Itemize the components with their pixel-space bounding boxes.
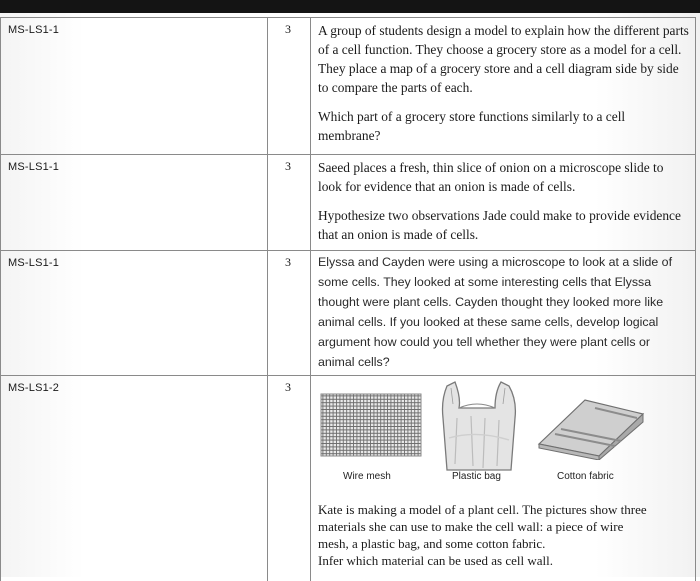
question-prompt: Which part of a grocery store functions similarly to a cell membrane? xyxy=(318,107,689,145)
question-cell xyxy=(311,376,696,581)
material-label: Plastic bag xyxy=(452,471,501,482)
question-text-line: Kate is making a model of a plant cell. The pictures show three xyxy=(318,501,689,518)
question-cell xyxy=(311,155,696,251)
standard-code: MS-LS1-1 xyxy=(1,18,267,36)
standard-code: MS-LS1-1 xyxy=(1,251,267,269)
table-row xyxy=(1,155,696,251)
materials-figure xyxy=(311,384,695,484)
worksheet-page xyxy=(0,13,700,577)
question-text: Elyssa and Cayden were using a microscope to look at a slide of some cells. They looked at some interesting cells that Elyssa thought were plant cells. Cayden thought they looked more like animal cells. If you looked at these same cells, develop logical argument how could you tell whether they were plant cells or animal cells? xyxy=(318,252,689,372)
top-dark-bar xyxy=(0,0,700,13)
table-row xyxy=(1,376,696,581)
table-row xyxy=(1,251,696,376)
question-text-line: mesh, a plastic bag, and some cotton fabric. xyxy=(318,535,689,552)
question-cell xyxy=(311,18,696,155)
points-cell xyxy=(268,376,311,581)
standard-cell xyxy=(1,18,268,155)
material-label: Cotton fabric xyxy=(557,471,614,482)
question-text-line: materials she can use to make the cell wall: a piece of wire xyxy=(318,518,689,535)
question-table xyxy=(0,17,696,581)
points-cell xyxy=(268,155,311,251)
question-prompt: Infer which material can be used as cell wall. xyxy=(318,552,689,569)
standard-cell xyxy=(1,376,268,581)
points-value: 3 xyxy=(268,18,310,37)
points-value: 3 xyxy=(268,376,310,395)
wire-mesh-image xyxy=(319,392,423,463)
table-row xyxy=(1,18,696,155)
points-cell xyxy=(268,251,311,376)
plastic-bag-image xyxy=(437,378,521,477)
question-text: A group of students design a model to explain how the different parts of a cell function. They choose a grocery store as a model for a cell. They place a map of a grocery store and a cell diagram side by side to compare the parts of each. xyxy=(318,21,689,97)
standard-code: MS-LS1-2 xyxy=(1,376,267,394)
question-text: Saeed places a fresh, thin slice of onion on a microscope slide to look for evidence that an onion is made of cells. xyxy=(318,158,689,196)
points-value: 3 xyxy=(268,155,310,174)
question-prompt: Hypothesize two observations Jade could make to provide evidence that an onion is made of cells. xyxy=(318,206,689,244)
cotton-fabric-image xyxy=(535,394,647,465)
material-label: Wire mesh xyxy=(343,471,391,482)
points-value: 3 xyxy=(268,251,310,270)
standard-cell xyxy=(1,251,268,376)
question-cell xyxy=(311,251,696,376)
points-cell xyxy=(268,18,311,155)
standard-code: MS-LS1-1 xyxy=(1,155,267,173)
standard-cell xyxy=(1,155,268,251)
